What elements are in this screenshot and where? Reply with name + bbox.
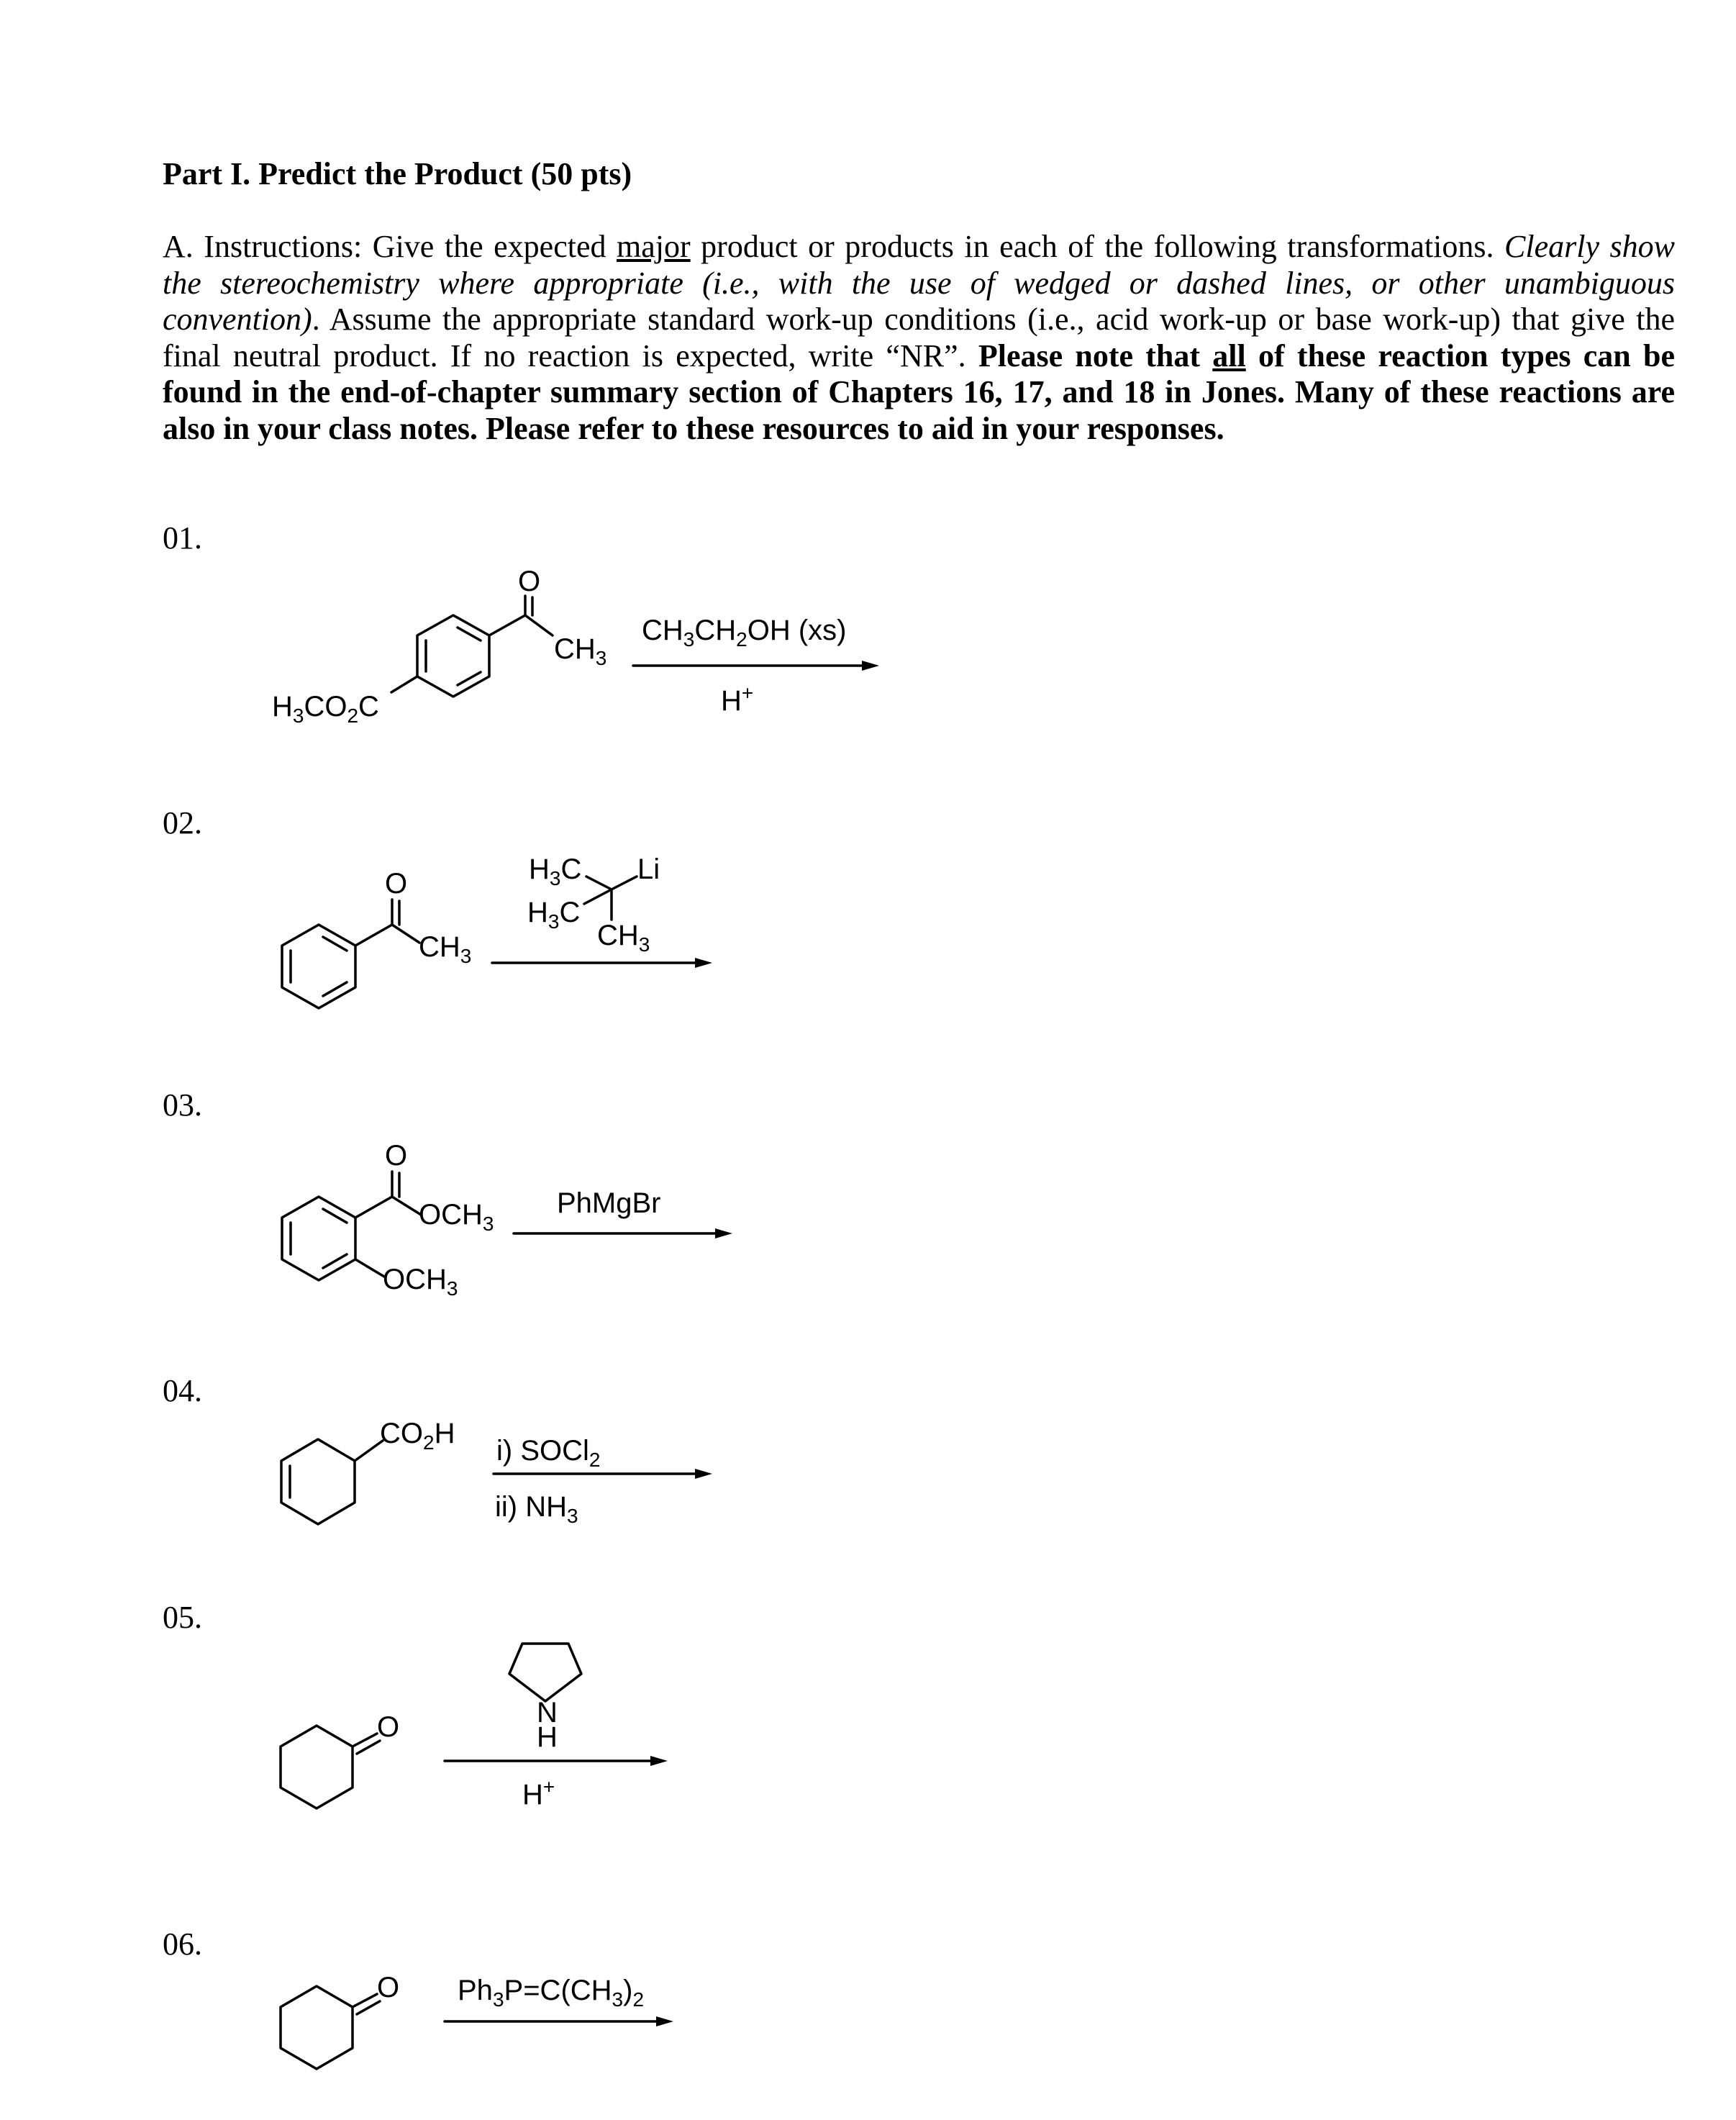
p2-reaction-arrow: [492, 958, 712, 968]
p2-label-oxygen: O: [385, 868, 408, 900]
instructions-note-1: Please note that: [978, 338, 1213, 373]
p5-reagent-below: H+: [522, 1775, 555, 1811]
problem-number-01: 01.: [163, 520, 202, 556]
p4-reaction-arrow: [494, 1469, 712, 1479]
p1-bond-ring-carbonyl: [489, 615, 525, 635]
p1-label-oxygen: O: [518, 566, 541, 597]
p3-reagent-above: PhMgBr: [557, 1187, 661, 1219]
instructions-all: all: [1212, 338, 1246, 373]
p5-cyclohexane-ring: [281, 1726, 353, 1808]
p4-bond-ring-acid: [355, 1441, 383, 1461]
page-title: Part I. Predict the Product (50 pts): [163, 156, 632, 191]
p3-bond-ring-methoxy: [355, 1259, 384, 1277]
p5-reaction-arrow: [445, 1756, 668, 1766]
p3-reaction-arrow: [514, 1228, 732, 1238]
instructions-stereo-note: Clearly show the stereochemistry where appropriate (i.e., with the use of wedged or dashed lines, or other unambiguous convention): [163, 229, 1675, 337]
p2-reagent-tertbutyllithium-bonds: [584, 876, 637, 920]
p2-bond-carbonyl-methyl: [392, 925, 419, 943]
p2-benzene-ring: [282, 925, 355, 1008]
p1-reagent-above: $CH_3CH_2OH$ (xs): [642, 615, 847, 651]
p6-reagent-above: $Ph_3P=C(CH_3)_2$: [458, 1975, 645, 2011]
problem-number-05: 05.: [163, 1600, 202, 1635]
p5-reagent-nitrogen: N: [537, 1697, 558, 1729]
problem-number-06: 06.: [163, 1926, 202, 1962]
p3-bond-ring-carbonyl: [355, 1197, 392, 1218]
p2-label-methyl: $CH_3$: [419, 931, 472, 967]
p2-reagent-li: Li: [637, 853, 660, 885]
p6-label-oxygen: O: [377, 1972, 400, 2003]
p2-reagent-h3c-top: $H_3C$: [529, 853, 582, 889]
p1-reaction-arrow: [633, 661, 879, 671]
p2-reagent-ch3-bottom: $CH_3$: [597, 920, 650, 956]
instructions-after-major: product or products in each of the following transformations.: [690, 229, 1504, 264]
p2-reagent-h3c-left: $H_3C$: [527, 897, 581, 933]
instructions-major: major: [617, 229, 691, 264]
p1-label-ester: $H_3CO_2C$: [272, 691, 379, 727]
p1-label-methyl: $CH_3$: [554, 633, 607, 669]
p5-reagent-hydrogen: H: [537, 1721, 558, 1753]
instructions-prefix: A. Instructions: Give the expected: [163, 229, 617, 264]
p4-reagent-step1: i) SOCl$_2$: [496, 1435, 601, 1471]
p4-label-acid: $CO_2H$: [380, 1418, 455, 1454]
p4-reagent-step2: ii) $NH_3$: [495, 1491, 578, 1527]
p4-cyclohexene-ring: [281, 1439, 355, 1524]
p6-reaction-arrow: [445, 2016, 673, 2026]
p3-bond-ester-oxygen: [392, 1197, 421, 1215]
instructions-note-2: of these reaction types can be found in the end-of-chapter summary section of Chapters 16, 17, and 18 in Jones. Many of these reactions are also in your class notes. Please refer to these resources to aid in your responses.: [163, 338, 1676, 446]
p1-benzene-ring: [417, 615, 489, 697]
p1-reagent-below: H+: [721, 681, 754, 717]
p5-pyrrolidine-ring: [509, 1644, 581, 1701]
p3-label-oxygen: O: [385, 1140, 408, 1172]
p6-cyclohexane-ring: [281, 1986, 353, 2069]
p3-label-methoxy-ring: $OCH_3$: [383, 1264, 458, 1300]
p3-benzene-ring: [282, 1197, 355, 1280]
p3-label-methoxy-ester: $OCH_3$: [419, 1199, 494, 1235]
instructions-workup: . Assume the appropriate standard work-up conditions (i.e., acid work-up or base work-up) that give the final neutral product. If no reaction is expected, write “NR”.: [163, 302, 1675, 373]
p5-label-oxygen: O: [377, 1711, 400, 1743]
problem-number-03: 03.: [163, 1087, 202, 1123]
p1-bond-carbonyl-methyl: [525, 615, 553, 635]
p2-bond-ring-carbonyl: [355, 925, 392, 946]
p1-bond-ring-ester: [391, 676, 417, 692]
problem-number-04: 04.: [163, 1373, 202, 1408]
problem-number-02: 02.: [163, 805, 202, 841]
